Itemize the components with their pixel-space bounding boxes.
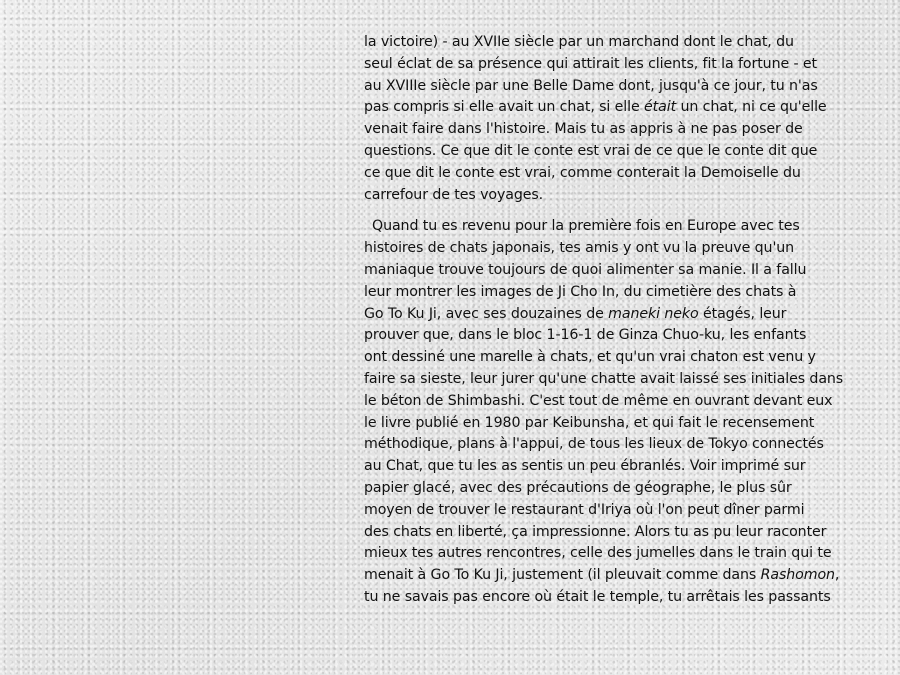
text-run: leur montrer les images de Ji Cho In, du cimetière des chats à (364, 283, 797, 300)
text-run: seul éclat de sa présence qui attirait les clients, fit la fortune - et (364, 55, 818, 72)
text-run: tu ne savais pas encore où était le temple, tu arrêtais les passants (364, 588, 831, 605)
text-line (364, 369, 884, 391)
text-run: pas compris si elle avait un chat, si elle (364, 99, 645, 116)
text-run: faire sa sieste, leur jurer qu'une chatte avait laissé ses initiales dans (364, 370, 844, 387)
text-run: venait faire dans l'histoire. Mais tu as appris à ne pas poser de (364, 121, 803, 138)
text-run: moyen de trouver le restaurant d'Iriya où l'on peut dîner parmi (364, 501, 805, 518)
text-line (364, 282, 884, 304)
text-run: Quand tu es revenu pour la première fois en Europe avec tes (372, 218, 800, 235)
text-run: carrefour de tes voyages. (364, 186, 544, 203)
text-run: le livre publié en 1980 par Keibunsha, et qui fait le recensement (364, 414, 815, 431)
text-line (364, 325, 884, 347)
text-line (364, 260, 884, 282)
text-line (364, 216, 884, 238)
text-line (364, 163, 884, 185)
text-line (364, 238, 884, 260)
text-run: maniaque trouve toujours de quoi alimenter sa manie. Il a fallu (364, 261, 807, 278)
text-line (364, 565, 884, 587)
text-line (364, 500, 884, 522)
text-line (364, 543, 884, 565)
text-line (364, 97, 884, 119)
text-run: mieux tes autres rencontres, celle des jumelles dans le train qui te (364, 545, 832, 562)
italic-text-run: était (644, 99, 677, 116)
text-line (364, 587, 884, 609)
text-line (364, 522, 884, 544)
text-line (364, 141, 884, 163)
text-run: papier glacé, avec des précautions de géographe, le plus sûr (364, 479, 792, 496)
text-line (364, 413, 884, 435)
text-run: Go To Ku Ji, avec ses douzaines de (364, 305, 609, 322)
text-line (364, 119, 884, 141)
text-line (364, 478, 884, 500)
text-run: questions. Ce que dit le conte est vrai de ce que le conte dit que (364, 142, 818, 159)
text-line (364, 456, 884, 478)
text-line (364, 32, 884, 54)
text-line (364, 391, 884, 413)
text-line (364, 347, 884, 369)
text-line (364, 76, 884, 98)
text-run: , (834, 567, 840, 584)
text-run: étagés, leur (698, 305, 787, 322)
text-line (364, 434, 884, 456)
italic-text-run: Rashomon (760, 567, 835, 584)
text-run: ce que dit le conte est vrai, comme conterait la Demoiselle du (364, 164, 801, 181)
text-run: prouver que, dans le bloc 1-16-1 de Ginza Chuo-ku, les enfants (364, 327, 807, 344)
italic-text-run: maneki neko (608, 305, 699, 322)
text-run: méthodique, plans à l'appui, de tous les lieux de Tokyo connectés (364, 436, 824, 453)
text-column (364, 32, 884, 609)
text-run: ont dessiné une marelle à chats, et qu'un vrai chaton est venu y (364, 349, 816, 366)
text-run: au XVIIIe siècle par une Belle Dame dont, jusqu'à ce jour, tu n'as (364, 77, 818, 94)
paragraph (364, 32, 884, 206)
text-line (364, 54, 884, 76)
text-run: des chats en liberté, ça impressionne. Alors tu as pu leur raconter (364, 523, 827, 540)
text-run: un chat, ni ce qu'elle (676, 99, 827, 116)
text-run: menait à Go To Ku Ji, justement (il pleuvait comme dans (364, 567, 761, 584)
text-line (364, 185, 884, 207)
text-run: la victoire) - au XVIIe siècle par un marchand dont le chat, du (364, 34, 794, 50)
text-run: histoires de chats japonais, tes amis y ont vu la preuve qu'un (364, 240, 795, 257)
text-run: au Chat, que tu les as sentis un peu ébranlés. Voir imprimé sur (364, 458, 806, 475)
text-run: le béton de Shimbashi. C'est tout de même en ouvrant devant eux (364, 392, 833, 409)
text-line (364, 304, 884, 326)
paragraph (364, 216, 884, 608)
